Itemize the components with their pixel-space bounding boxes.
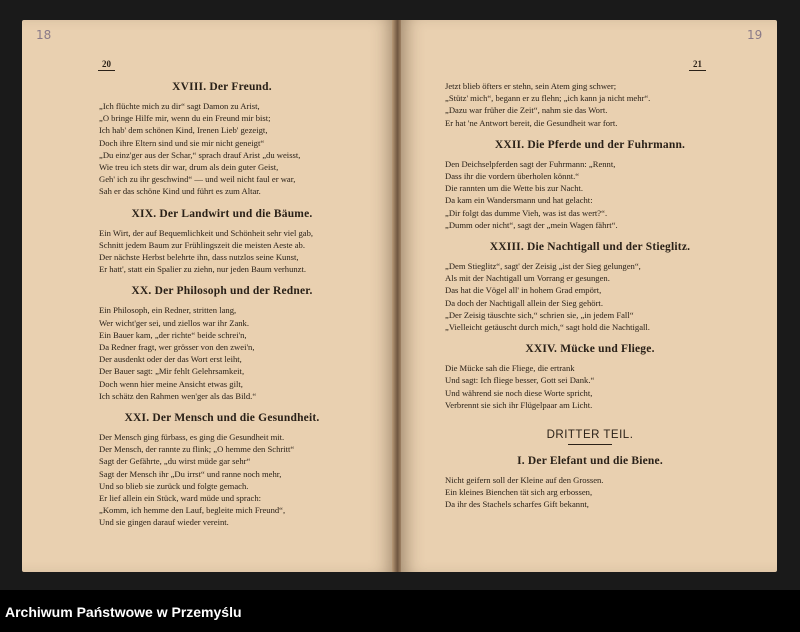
poem-line: „Dazu war früher die Zeit“, nahm sie das Wort. bbox=[445, 105, 608, 116]
poem-line: Nicht geifern soll der Kleine auf den Grossen. bbox=[445, 475, 604, 486]
poem-lines bbox=[445, 260, 735, 333]
section-title: XX. Der Philosoph und der Redner. bbox=[131, 285, 313, 298]
poem-line: Der Bauer sagt: „Mir fehlt Gelehrsamkeit, bbox=[99, 366, 245, 377]
poem-line: Geh' ich zu ihr geschwind“ — und weil nicht faul er war, bbox=[99, 174, 296, 185]
section-title: XVIII. Der Freund. bbox=[172, 81, 272, 93]
section-title: XXI. Der Mensch und die Gesundheit. bbox=[124, 412, 320, 425]
poem-line: Sagt der Gefährte, „du wirst müde gar sehr“ bbox=[99, 456, 251, 467]
section-title: XXIV. Mücke und Fliege. bbox=[525, 343, 655, 356]
poem-line: „Dem Stieglitz“, sagt' der Zeisig „ist der Sieg gelungen“, bbox=[445, 261, 641, 272]
poem-line: Er hatt', statt ein Spalier zu ziehn, nur jeden Baum verhunzt. bbox=[99, 264, 307, 275]
page-number: 20 bbox=[102, 59, 111, 69]
spacer bbox=[99, 402, 345, 411]
spacer bbox=[445, 333, 735, 342]
poem-line: „Ich flüchte mich zu dir“ sagt Damon zu Arist, bbox=[99, 101, 260, 111]
right-page bbox=[401, 20, 777, 572]
poem-lines bbox=[445, 362, 735, 411]
poem-line: Und so blieb sie zurück und folgte gemach. bbox=[99, 480, 249, 491]
poem-line: Da doch der Nachtigall allein der Sieg gehört. bbox=[445, 297, 603, 308]
poem-line: Der Mensch, der rannte zu flink; „O hemme den Schritt“ bbox=[99, 444, 295, 455]
poem-line: Da kam ein Wandersmann und hat gelacht: bbox=[445, 195, 593, 206]
poem-line: „Vielleicht getäuscht durch mich,“ sagt hold die Nachtigall. bbox=[445, 322, 650, 333]
poem-line: Sah er das schöne Kind und führt es zum Altar. bbox=[99, 186, 261, 197]
left-page bbox=[22, 20, 394, 572]
poem-line: Schnitt jedem Baum zur Frühlingszeit die meisten Aeste ab. bbox=[99, 239, 305, 250]
poem-lines bbox=[445, 80, 735, 129]
section-title: XXIII. Die Nachtigall und der Stieglitz. bbox=[489, 241, 691, 254]
poem-line: „O bringe Hilfe mir, wenn du ein Freund mir bist; bbox=[99, 113, 271, 124]
poem-line: Jetzt blieb öfters er stehn, sein Atem ging schwer; bbox=[445, 81, 617, 91]
part-heading: DRITTER TEIL. bbox=[546, 429, 634, 442]
poem-line: „Komm, ich hemme den Lauf, begleite mich Freund“, bbox=[99, 505, 286, 516]
poem-line: Ein Wirt, der auf Bequemlichkeit und Schönheit sehr viel gab, bbox=[99, 227, 314, 238]
poem-line: Das hat die Vögel all' in hohem Grad empört, bbox=[445, 285, 602, 296]
spacer bbox=[445, 129, 735, 138]
poem-lines bbox=[99, 304, 345, 402]
spacer bbox=[99, 275, 345, 284]
poem-line: „Dumm oder nicht“, sagt der „mein Wagen fährt“. bbox=[445, 219, 618, 230]
poem-line: Sagt der Mensch ihr „Du irrst“ und ranne noch mehr, bbox=[99, 468, 282, 479]
poem-line: Der ausdenkt oder der das Wort erst leiht, bbox=[99, 354, 242, 365]
poem-line: Er lief allein ein Stück, ward müde und sprach: bbox=[99, 493, 262, 504]
pencil-page-mark: 18 bbox=[36, 28, 52, 42]
poem-line: Da ihr des Stachels scharfes Gift bekannt, bbox=[445, 499, 589, 510]
poem-line: Doch wenn hier meine Ansicht etwas gilt, bbox=[99, 378, 243, 389]
poem-line: Und sie gingen darauf wieder vereint. bbox=[99, 517, 229, 528]
poem-lines bbox=[445, 158, 735, 231]
poem-line: „Dir folgt das dumme Vieh, was ist das wert?“. bbox=[445, 207, 608, 218]
poem-line: Die rannten um die Wette bis zur Nacht. bbox=[445, 183, 584, 194]
poem-lines bbox=[99, 431, 345, 529]
poem-line: Die Mücke sah die Fliege, die ertrank bbox=[445, 363, 575, 374]
spacer bbox=[445, 411, 735, 420]
pencil-page-mark: 19 bbox=[747, 28, 763, 42]
poem-line: Ein Philosoph, ein Redner, stritten lang, bbox=[99, 305, 237, 316]
poem-line: Ich hab' dem schönen Kind, Irenen Lieb' gezeigt, bbox=[99, 125, 268, 136]
poem-line: Und während sie noch diese Worte spricht, bbox=[445, 387, 593, 398]
archive-footer bbox=[0, 590, 800, 632]
poem-line: Wer wicht'ger sei, und ziellos war ihr Zank. bbox=[99, 317, 250, 328]
poem-lines bbox=[99, 227, 345, 276]
spacer bbox=[445, 420, 735, 429]
spacer bbox=[445, 231, 735, 240]
poem-line: Da Redner fragt, wer grösser von den zwei'n, bbox=[99, 342, 255, 353]
spacer bbox=[445, 445, 735, 454]
poem-line: Der nächste Herbst belehrte ihn, dass nutzlos seine Kunst, bbox=[99, 252, 299, 263]
poem-lines bbox=[99, 100, 345, 198]
left-text-column bbox=[99, 80, 345, 529]
section-title: XIX. Der Landwirt und die Bäume. bbox=[131, 207, 313, 220]
poem-line: Den Deichselpferden sagt der Fuhrmann: „Rennt, bbox=[445, 158, 616, 169]
poem-line: Und sagt: Ich fliege besser, Gott sei Dank.“ bbox=[445, 375, 595, 386]
right-text-column bbox=[445, 80, 735, 511]
poem-line: Er hat 'ne Antwort bereit, die Gesundheit war fort. bbox=[445, 117, 618, 128]
poem-line: Dass ihr die vordern überholen könnt.“ bbox=[445, 171, 580, 182]
section-title: XXII. Die Pferde und der Fuhrmann. bbox=[494, 138, 686, 151]
poem-line: „Du einz'ger aus der Schar,“ sprach drauf Arist „du weisst, bbox=[99, 149, 301, 160]
poem-line: „Stütz' mich“, begann er zu flehn; „ich kann ja nicht mehr“. bbox=[445, 93, 651, 104]
poem-lines bbox=[445, 474, 735, 511]
section-title: I. Der Elefant und die Biene. bbox=[517, 455, 663, 468]
poem-line: „Der Zeisig täuschte sich,“ schrien sie, „in jedem Fall“ bbox=[445, 309, 634, 320]
poem-line: Verbrennt sie sich ihr Flügelpaar am Licht. bbox=[445, 399, 593, 410]
poem-line: Ein kleines Bienchen tät sich arg erbossen, bbox=[445, 487, 593, 498]
poem-line: Ich schätz den Rahmen wen'ger als das Bild.“ bbox=[99, 390, 257, 401]
poem-line: Doch ihre Eltern sind und sie mir nicht geneigt“ bbox=[99, 137, 265, 148]
poem-line: Der Mensch ging fürbass, es ging die Gesundheit mit. bbox=[99, 432, 285, 443]
poem-line: Wie treu ich stets dir war, drum als dein guter Geist, bbox=[99, 162, 279, 173]
archive-label: Archiwum Państwowe w Przemyślu bbox=[5, 604, 242, 620]
page-number: 21 bbox=[693, 59, 702, 69]
poem-line: Als mit der Nachtigall um Vorrang er gesungen. bbox=[445, 273, 610, 284]
spacer bbox=[99, 198, 345, 207]
poem-line: Ein Bauer kam, „der richte“ beide schrei'n, bbox=[99, 329, 247, 340]
